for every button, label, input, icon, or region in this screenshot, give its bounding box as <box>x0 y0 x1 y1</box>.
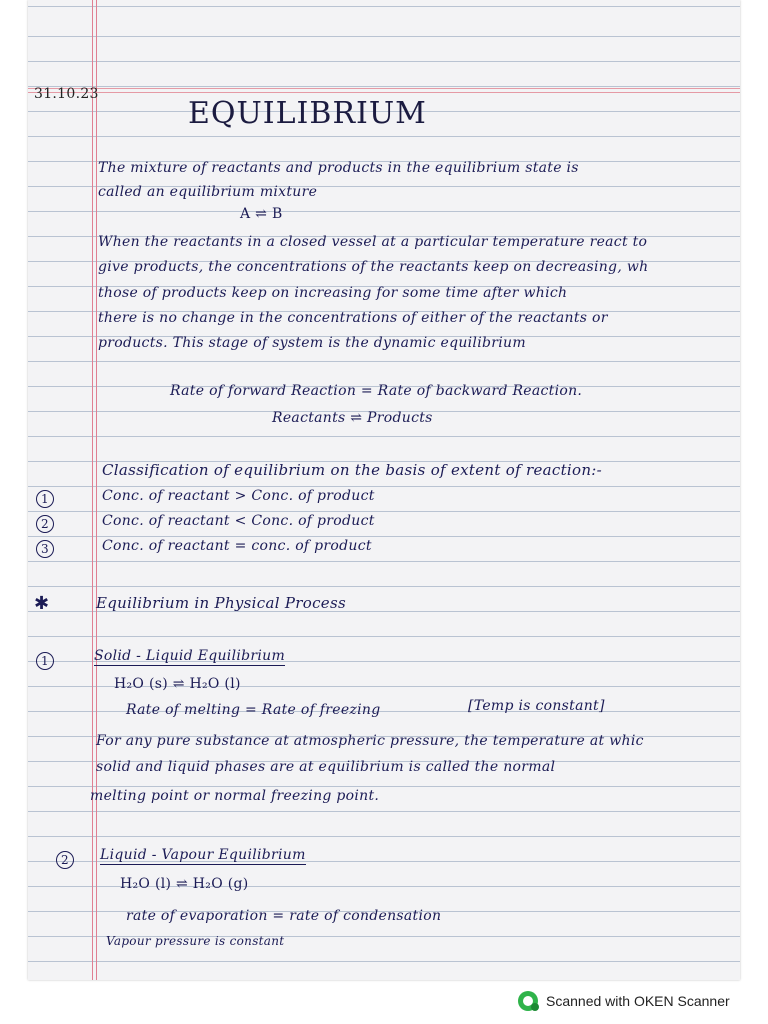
classification-item: Conc. of reactant > Conc. of product <box>102 488 375 504</box>
simple-reaction: A ⇌ B <box>240 206 283 222</box>
physical-heading: Equilibrium in Physical Process <box>96 594 346 612</box>
reactants-products: Reactants ⇌ Products <box>272 410 433 426</box>
liquid-vapour-reaction: H₂O (l) ⇌ H₂O (g) <box>120 876 249 892</box>
footer-text: Scanned with OKEN Scanner <box>546 993 730 1009</box>
paragraph-line: When the reactants in a closed vessel at a particular temperature react to <box>98 234 648 250</box>
notebook-page <box>28 0 740 980</box>
page-title: EQUILIBRIUM <box>188 96 427 131</box>
paragraph-line: melting point or normal freezing point. <box>90 788 380 804</box>
paragraph-line: For any pure substance at atmospheric pressure, the temperature at whic <box>96 733 644 749</box>
item-number: 2 <box>36 515 54 533</box>
rate-equation: Rate of forward Reaction = Rate of backward Reaction. <box>170 383 583 399</box>
scanner-logo-icon <box>518 991 538 1011</box>
item-number: 2 <box>56 851 74 869</box>
solid-liquid-heading: Solid - Liquid Equilibrium <box>94 648 286 664</box>
margin-line-left-2 <box>96 0 97 980</box>
header-rule-2 <box>28 92 740 93</box>
item-number: 1 <box>36 490 54 508</box>
liquid-vapour-heading: Liquid - Vapour Equilibrium <box>100 847 306 863</box>
solid-liquid-rate: Rate of melting = Rate of freezing <box>126 702 381 718</box>
definition-line: called an equilibrium mixture <box>98 184 318 200</box>
liquid-vapour-line: Vapour pressure is constant <box>106 934 285 948</box>
margin-line-left <box>92 0 93 980</box>
item-number: 3 <box>36 540 54 558</box>
classification-item: Conc. of reactant = conc. of product <box>102 538 372 554</box>
paragraph-line: products. This stage of system is the dynamic equilibrium <box>98 335 526 351</box>
solid-liquid-reaction: H₂O (s) ⇌ H₂O (l) <box>114 676 241 692</box>
paragraph-line: give products, the concentrations of the reactants keep on decreasing, wh <box>98 259 649 275</box>
date: 31.10.23 <box>34 86 99 102</box>
definition-line: The mixture of reactants and products in the equilibrium state is <box>98 160 579 176</box>
classification-heading: Classification of equilibrium on the basis of extent of reaction:- <box>102 461 603 479</box>
item-number: 1 <box>36 652 54 670</box>
liquid-vapour-rate: rate of evaporation = rate of condensation <box>126 908 442 924</box>
paragraph-line: solid and liquid phases are at equilibrium is called the normal <box>96 759 556 775</box>
classification-item: Conc. of reactant < Conc. of product <box>102 513 375 529</box>
scanner-footer <box>518 990 730 1012</box>
paragraph-line: those of products keep on increasing for some time after which <box>98 285 568 301</box>
solid-liquid-note: [Temp is constant] <box>468 698 605 714</box>
header-rule <box>28 88 740 89</box>
paragraph-line: there is no change in the concentrations of either of the reactants or <box>98 310 608 326</box>
star-icon: ✱ <box>34 593 50 614</box>
